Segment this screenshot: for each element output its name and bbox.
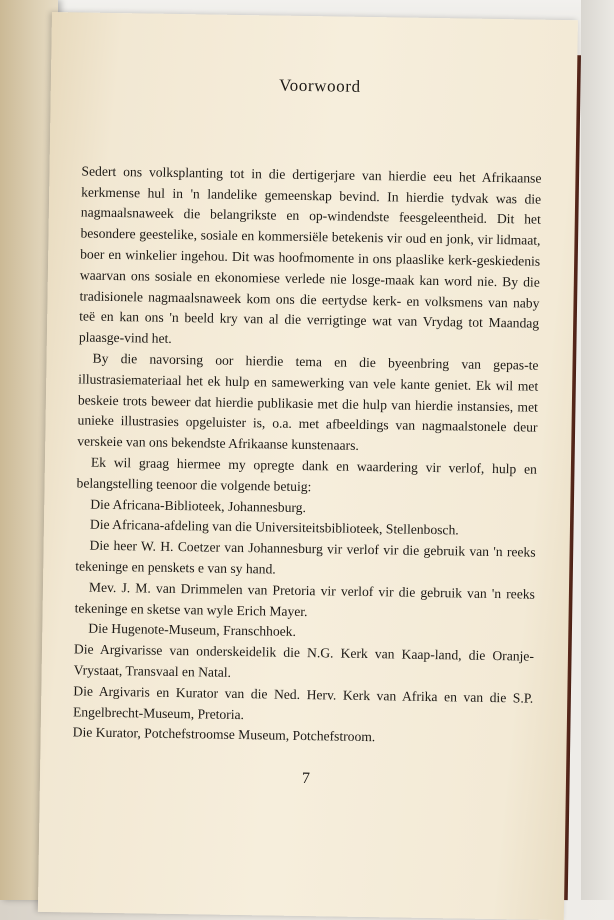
background-right <box>581 0 614 900</box>
page-content <box>72 72 543 793</box>
acknowledgement-item: Die Argivaris en Kurator van die Ned. Herv. Kerk van Afrika en van die S.P. Engelbrecht-Museum, Pretoria. <box>72 683 534 722</box>
paragraph-intro: Sedert ons volksplanting tot in die dertigerjare van hierdie eeu het Afrikaanse kerkmense hul in 'n landelike gemeenskap bevind. In hierdie tydvak was die nagmaalsnaweek die belangrikste en op-windendste feesgeleentheid. Dit het besondere geestelike, sosiale en kommersiële betekenis vir oud en jonk, vir lidmaat, boer en winkelier ingehou. Dit was hoofmomente in ons plaaslike kerk-geskiedenis waarvan ons sosiale en ekonomiese verlede nie losge-maak kan word nie. By die tradisionele nagmaalsnaweek kom ons die eertydse kerk- en volksmens van naby teë en kan ons 'n beeld kry van al die verrigtinge wat van Vrydag tot Maandag plaasge-vind het. <box>78 163 542 347</box>
acknowledgement-item: Die heer W. H. Coetzer van Johannesburg vir verlof vir die gebruik van 'n reeks tekeninge en penskets e van sy hand. <box>75 537 536 577</box>
acknowledgement-item: Die Kurator, Potchefstroomse Museum, Potchefstroom. <box>72 724 376 745</box>
paragraph-research: By die navorsing oor hierdie tema en die byeenbring van gepas-te illustrasiemateriaal het ek hulp en samewerking van vele kante geniet. Ek wil met beskeie trots beweer dat hierdie publikasie met die hulp van hierdie instansies, met unieke illustrasies opgeluister is, o.a. met afbeeldings van nagmaalstonele deur verskeie van ons bekendste Afrikaanse kunstenaars. <box>77 350 539 454</box>
acknowledgement-item: Mev. J. M. van Drimmelen van Pretoria vir verlof vir die gebruik van 'n reeks tekeninge en sketse van wyle Erich Mayer. <box>74 579 536 619</box>
page-title: Voorwoord <box>278 75 361 96</box>
acknowledgement-item: Die Argivarisse van onderskeidelik die N.G. Kerk van Kaap-land, die Oranje-Vrystaat, Transvaal en Natal. <box>73 641 535 680</box>
acknowledgement-list <box>73 494 537 751</box>
page-number: 7 <box>301 770 311 788</box>
acknowledgement-item: Die Hugenote-Museum, Franschhoek. <box>88 620 297 640</box>
book-page <box>38 12 578 920</box>
acknowledgement-item: Die Africana-afdeling van die Universiteitsbiblioteek, Stellenbosch. <box>89 517 459 538</box>
paragraph-thanks: Ek wil graag hiermee my opregte dank en waardering vir verlof, hulp en belangstelling teenoor die volgende betuig: <box>76 454 537 494</box>
acknowledgement-item: Die Africana-Biblioteek, Johannesburg. <box>90 496 307 515</box>
